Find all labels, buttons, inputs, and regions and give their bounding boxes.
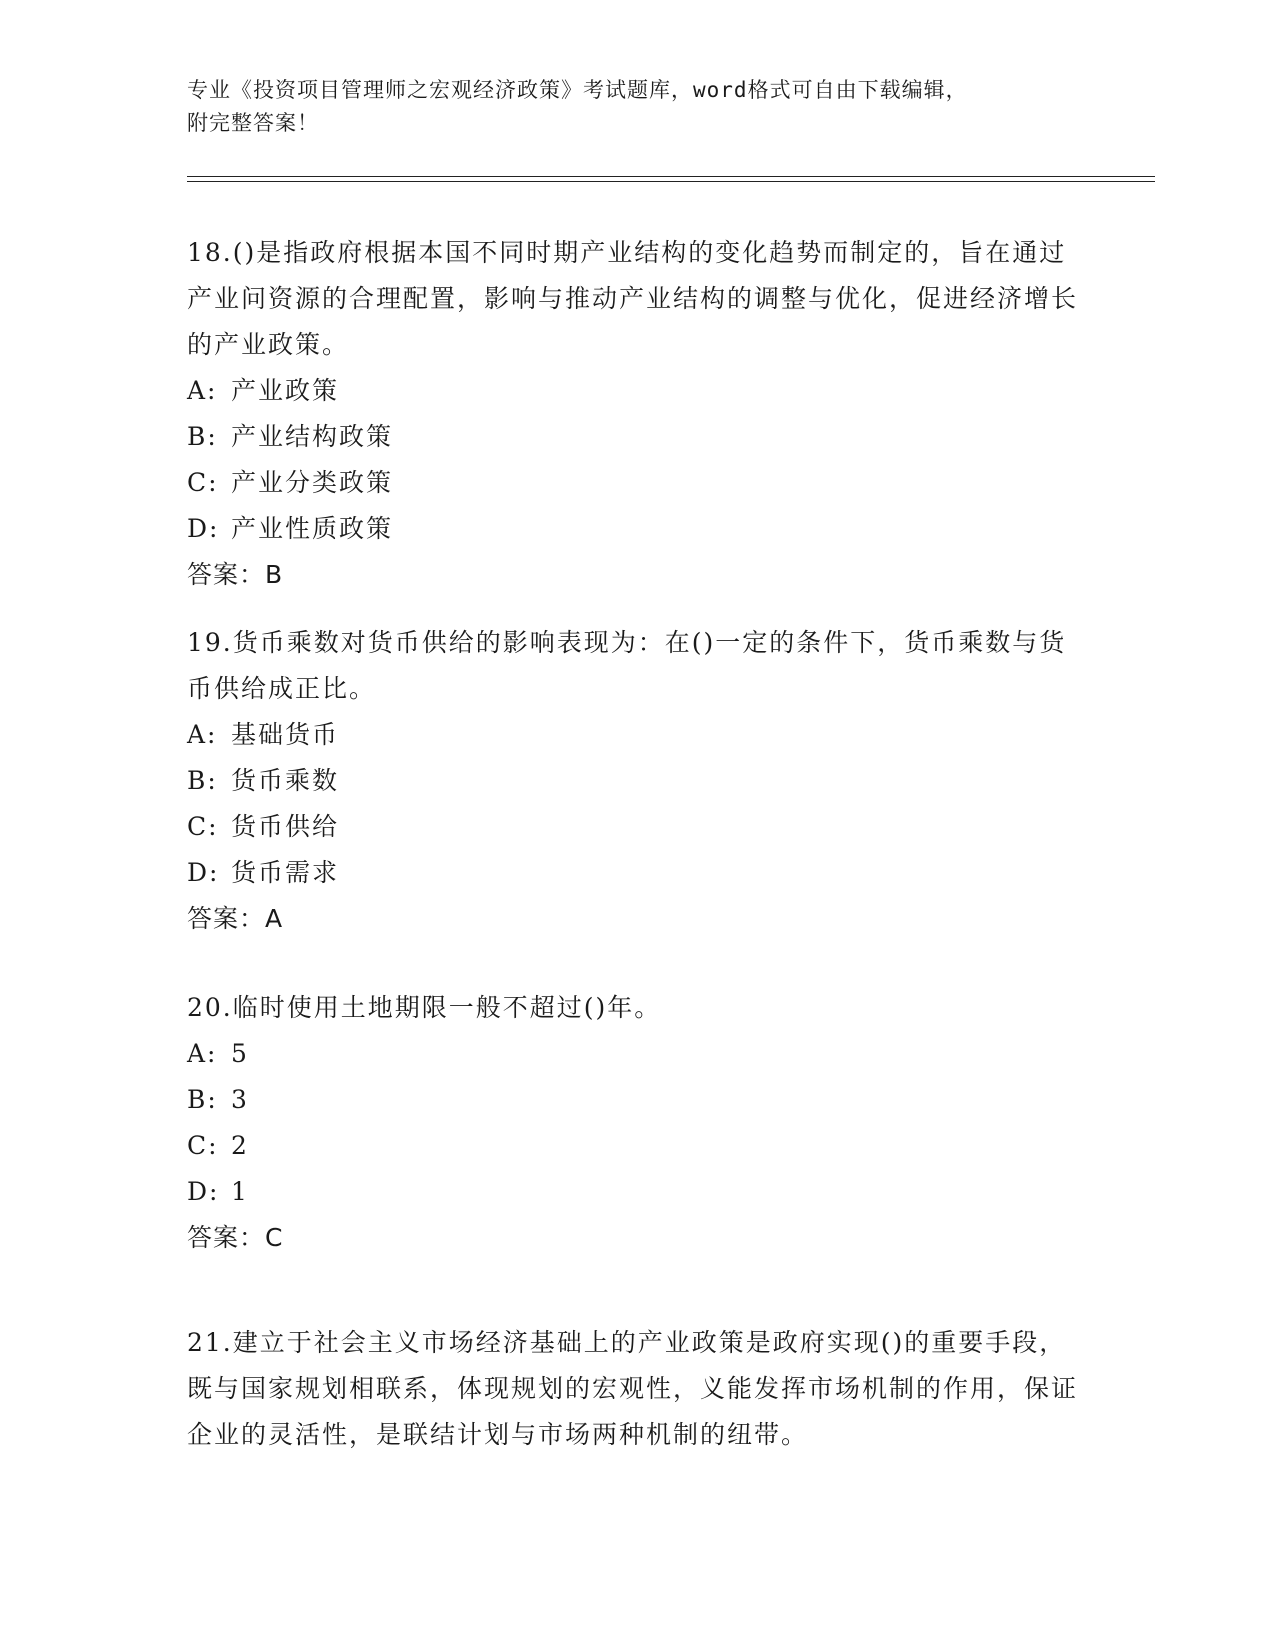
option-text: 1 xyxy=(231,1177,249,1206)
answer: 答案：C xyxy=(187,1223,284,1252)
option-text: 2 xyxy=(231,1131,249,1160)
option-text: 产业分类政策 xyxy=(231,468,394,497)
question-stem: 21.建立于社会主义市场经济基础上的产业政策是政府实现()的重要手段，既与国家规划相联系，体现规划的宏观性，义能发挥市场机制的作用，保证企业的灵活性，是联结计划与市场两种机制的纽带。 xyxy=(187,1328,1079,1449)
option-d xyxy=(187,1169,1087,1215)
question-stem: 18.()是指政府根据本国不同时期产业结构的变化趋势而制定的，旨在通过产业问资源的合理配置，影响与推动产业结构的调整与优化，促进经济增长的产业政策。 xyxy=(187,238,1079,359)
question-18 xyxy=(187,230,1087,598)
option-text: 货币需求 xyxy=(231,858,340,887)
answer: 答案：B xyxy=(187,560,284,589)
answer: 答案：A xyxy=(187,904,284,933)
option-text: 货币乘数 xyxy=(231,766,340,795)
option-d xyxy=(187,850,1087,896)
question-19 xyxy=(187,620,1087,942)
option-key: D: xyxy=(187,858,220,887)
option-key: B: xyxy=(187,422,218,451)
option-key: A: xyxy=(187,376,218,405)
option-key: A: xyxy=(187,1039,218,1068)
option-a xyxy=(187,712,1087,758)
option-a xyxy=(187,368,1087,414)
option-c xyxy=(187,804,1087,850)
option-b xyxy=(187,414,1087,460)
header-line-2: 附完整答案！ xyxy=(187,111,319,135)
option-key: D: xyxy=(187,514,220,543)
option-key: C: xyxy=(187,812,219,841)
option-c xyxy=(187,460,1087,506)
option-key: D: xyxy=(187,1177,220,1206)
option-text: 3 xyxy=(231,1085,249,1114)
question-stem: 19.货币乘数对货币供给的影响表现为：在()一定的条件下，货币乘数与货币供给成正比。 xyxy=(187,628,1067,703)
option-b xyxy=(187,758,1087,804)
option-text: 货币供给 xyxy=(231,812,340,841)
option-text: 5 xyxy=(231,1039,249,1068)
document-header xyxy=(187,74,1067,140)
option-key: A: xyxy=(187,720,218,749)
option-key: B: xyxy=(187,1085,218,1114)
question-21 xyxy=(187,1320,1087,1458)
header-divider-bottom xyxy=(187,181,1155,182)
option-d xyxy=(187,506,1087,552)
option-key: C: xyxy=(187,1131,219,1160)
option-text: 基础货币 xyxy=(231,720,340,749)
option-key: C: xyxy=(187,468,219,497)
option-b xyxy=(187,1077,1087,1123)
header-line-1: 专业《投资项目管理师之宏观经济政策》考试题库，word格式可自由下载编辑， xyxy=(187,78,968,102)
option-text: 产业结构政策 xyxy=(231,422,394,451)
question-20 xyxy=(187,985,1087,1261)
option-a xyxy=(187,1031,1087,1077)
option-key: B: xyxy=(187,766,218,795)
option-text: 产业性质政策 xyxy=(231,514,394,543)
question-stem: 20.临时使用土地期限一般不超过()年。 xyxy=(187,993,662,1022)
option-c xyxy=(187,1123,1087,1169)
header-divider-top xyxy=(187,176,1155,177)
option-text: 产业政策 xyxy=(231,376,340,405)
